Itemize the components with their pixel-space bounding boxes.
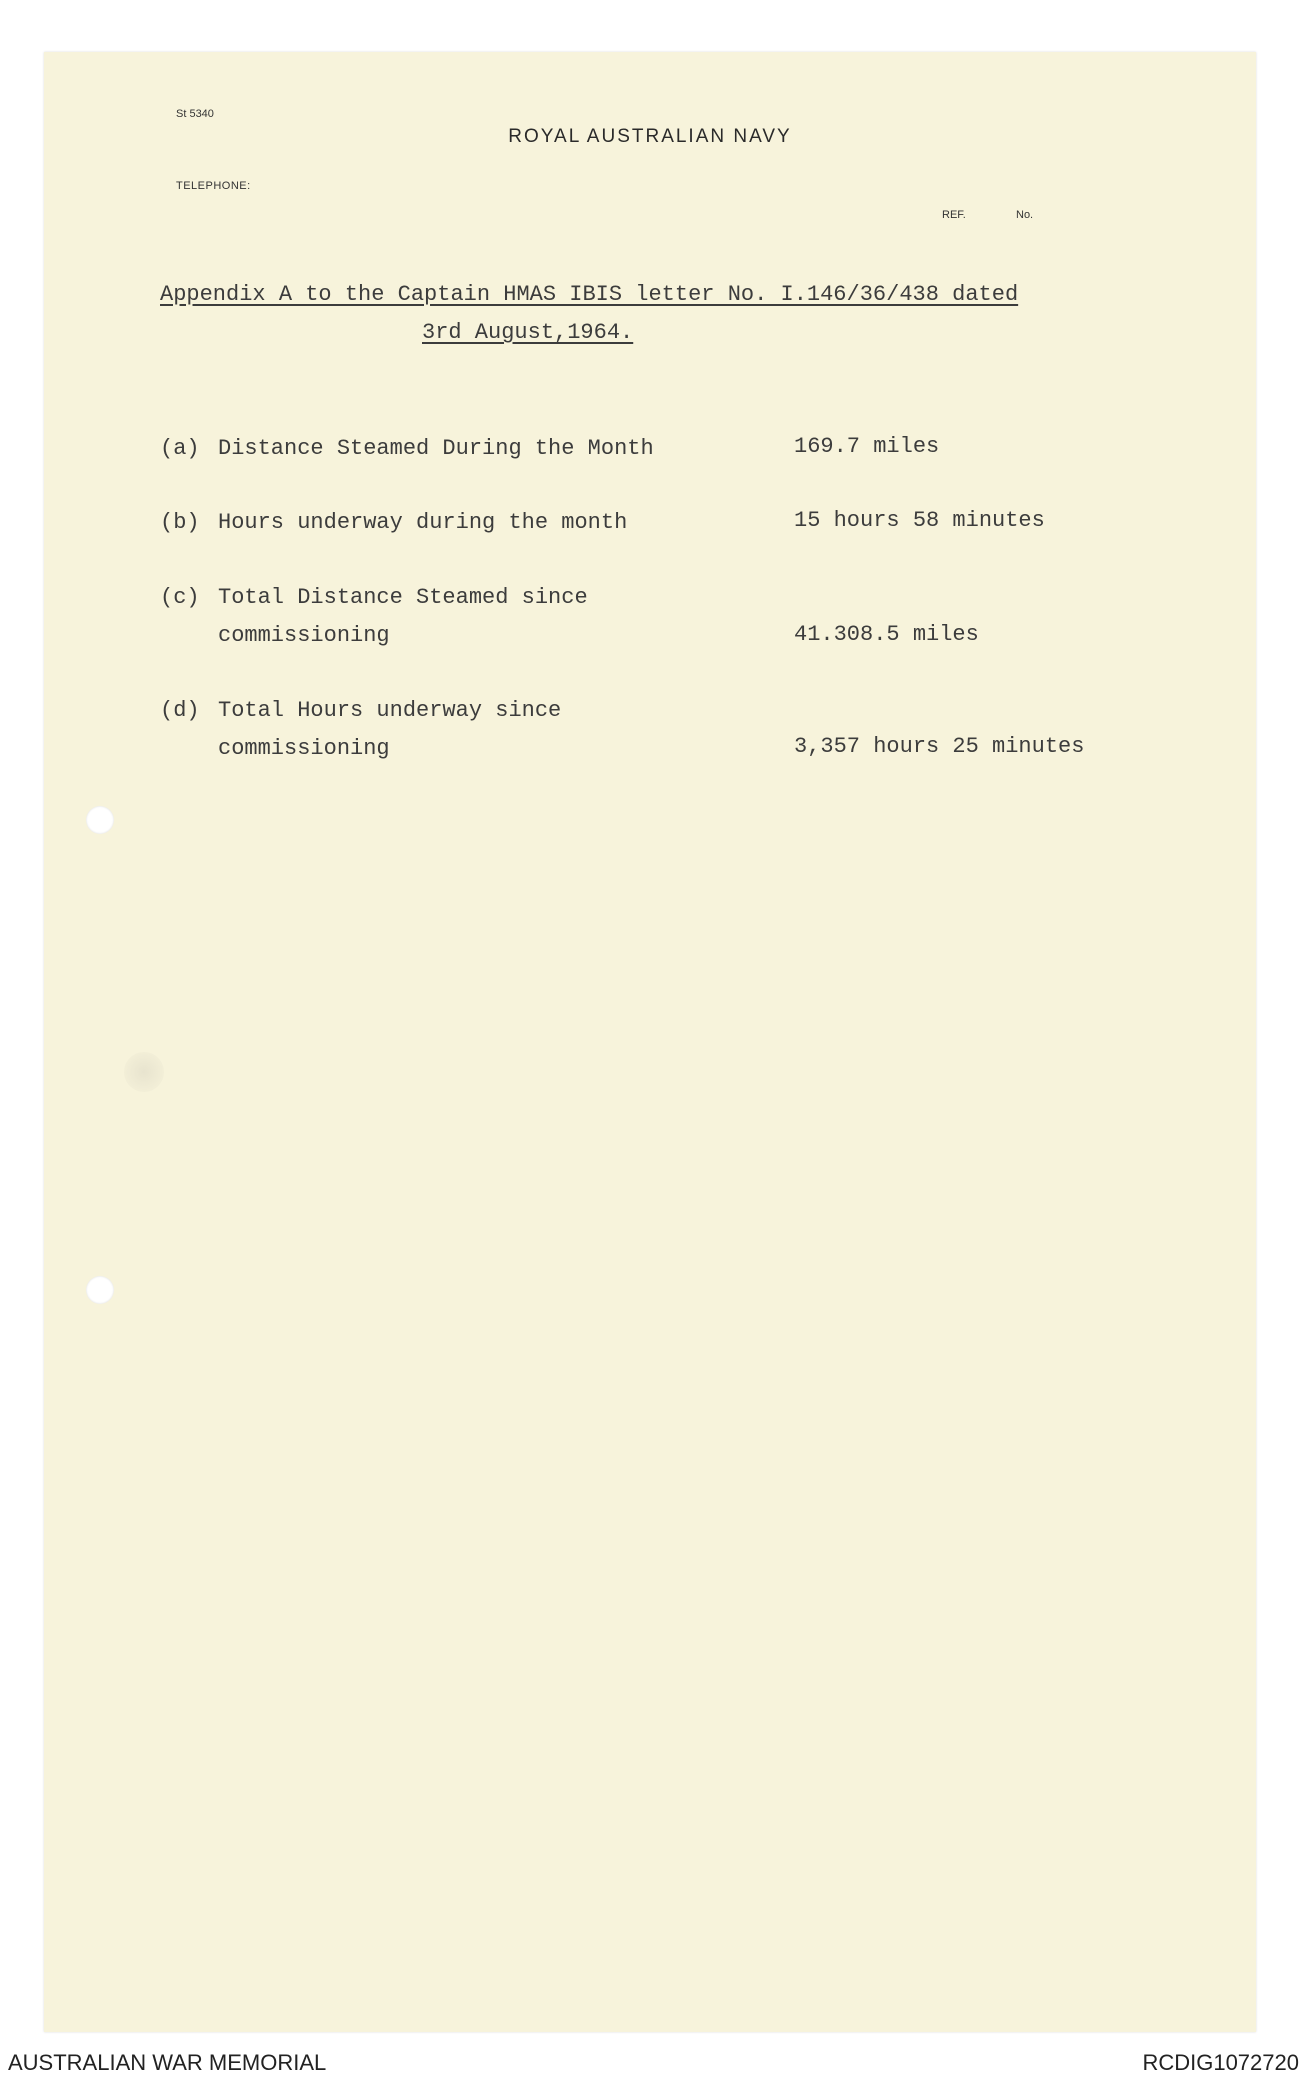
telephone-label: TELEPHONE:: [176, 180, 251, 192]
item-a-value: 169.7 miles: [794, 434, 940, 459]
letterhead-title: ROYAL AUSTRALIAN NAVY: [508, 126, 792, 147]
item-d-value: 3,357 hours 25 minutes: [794, 734, 1085, 759]
item-b-value: 15 hours 58 minutes: [794, 508, 1045, 533]
appendix-heading-line1: Appendix A to the Captain HMAS IBIS letter No. I.146/36/438 dated: [160, 282, 1019, 307]
no-label: No.: [1016, 209, 1034, 221]
item-c-text-line2: commissioning: [218, 623, 390, 648]
item-a-text: Distance Steamed During the Month: [218, 436, 654, 461]
ref-label: REF.: [942, 209, 966, 221]
punch-hole-bottom: [86, 1276, 114, 1304]
footer-record-id: RCDIG1072720: [1142, 2050, 1299, 2075]
item-b-label: (b): [160, 510, 200, 535]
appendix-heading-line2: 3rd August,1964.: [422, 320, 634, 345]
item-a-label: (a): [160, 436, 200, 461]
paper-stain: [124, 1052, 164, 1092]
item-c-value: 41.308.5 miles: [794, 622, 979, 647]
item-d-text-line2: commissioning: [218, 736, 390, 761]
punch-hole-top: [86, 806, 114, 834]
item-c-text-line1: Total Distance Steamed since: [218, 585, 588, 610]
item-c-label: (c): [160, 585, 200, 610]
item-d-label: (d): [160, 698, 200, 723]
form-code: St 5340: [176, 108, 214, 120]
footer-archive-name: AUSTRALIAN WAR MEMORIAL: [8, 2050, 327, 2075]
document-sheet: [44, 52, 1256, 2032]
item-d-text-line1: Total Hours underway since: [218, 698, 562, 723]
item-b-text: Hours underway during the month: [218, 510, 628, 535]
